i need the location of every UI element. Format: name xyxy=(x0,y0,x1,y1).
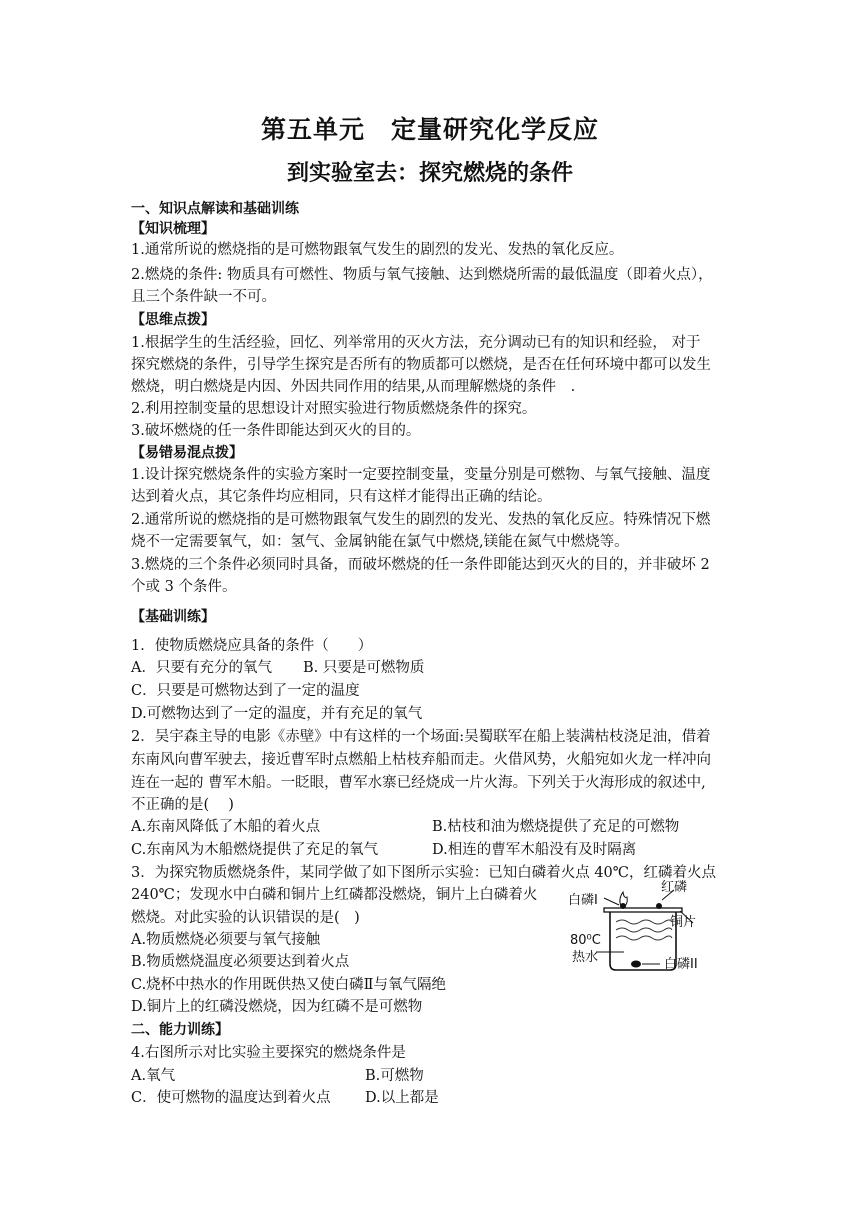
option-a: A.物质燃烧必须要与氧气接触 xyxy=(131,932,321,948)
option-d: D.铜片上的红磷没燃烧，因为红磷不是可燃物 xyxy=(131,999,423,1015)
ability-heading: 二、能力训练】 xyxy=(131,1022,229,1038)
thinking-heading: 【思维点拨】 xyxy=(131,312,215,328)
mistakes-line: 1.设计探究燃烧条件的实验方案时一定要控制变量，变量分别是可燃物、与氧气接触、温度 xyxy=(131,467,711,483)
question-2: 不正确的是( ) xyxy=(131,797,234,813)
mistakes-line: 达到着火点，其它条件均应相同，只有这样才能得出正确的结论。 xyxy=(131,489,552,505)
option-c: C．使可燃物的温度达到着火点 xyxy=(131,1090,331,1106)
water-surface xyxy=(616,920,672,924)
label-white-phosphorus-1: 白磷I xyxy=(568,893,598,908)
copper-plate xyxy=(604,908,682,912)
question-2: 连在一起的 曹军木船。一眨眼，曹军水寨已经烧成一片火海。下列关于火海形成的叙述中, xyxy=(131,775,706,791)
question-1: 1．使物质燃烧应具备的条件（ ） xyxy=(131,638,373,654)
option-d: D.相连的曹军木船没有及时隔离 xyxy=(432,842,637,858)
label-copper: 铜片 xyxy=(670,915,697,930)
water-line xyxy=(616,928,672,932)
mistakes-line: 个或 3 个条件。 xyxy=(131,579,237,595)
option-d: D.可燃物达到了一定的温度，并有充足的氧气 xyxy=(131,706,423,722)
thinking-line: 探究燃烧的条件，引导学生探究是否所有的物质都可以燃烧，是否在任何环境中都可以发生 xyxy=(131,357,711,373)
label-red-phosphorus: 红磷 xyxy=(661,880,688,895)
option-a: A.氧气 xyxy=(131,1068,176,1084)
lesson-subtitle: 到实验室去：探究燃烧的条件 xyxy=(286,161,573,186)
question-3: 3．为探究物质燃烧条件，某同学做了如下图所示实验：已知白磷着火点 40℃，红磷着火点 xyxy=(131,865,717,881)
option-b: B.物质燃烧温度必须要达到着火点 xyxy=(131,954,350,970)
knowledge-heading: 【知识梳理】 xyxy=(131,221,215,237)
label-hot-water: 热水 xyxy=(572,950,599,965)
white-phosphorus-1 xyxy=(620,903,626,909)
knowledge-line: 且三个条件缺一不可。 xyxy=(131,289,276,305)
option-c: C.烧杯中热水的作用既供热又使白磷Ⅱ与氧气隔绝 xyxy=(131,977,447,993)
red-phosphorus xyxy=(656,903,662,909)
basic-heading: 【基础训练】 xyxy=(131,609,215,625)
thinking-line: 3.破坏燃烧的任一条件即能达到灭火的目的。 xyxy=(131,423,421,439)
experiment-diagram xyxy=(566,878,736,988)
option-c: C．只要是可燃物达到了一定的温度 xyxy=(131,683,360,699)
option-b: B.可燃物 xyxy=(365,1068,424,1084)
knowledge-line: 2.燃烧的条件: 物质具有可燃性、物质与氧气接触、达到燃烧所需的最低温度（即着火点）， xyxy=(131,267,713,283)
section-heading: 一、知识点解读和基础训练 xyxy=(131,201,299,217)
question-3: 240℃；发现水中白磷和铜片上红磷都没燃烧，铜片上白磷着火 xyxy=(131,887,538,903)
question-2: 东南风向曹军驶去，接近曹军时点燃船上枯枝弃船而走。火借风势，火船宛如火龙一样冲向 xyxy=(131,752,711,768)
option-b: B. 只要是可燃物质 xyxy=(303,660,425,676)
unit-title: 第五单元 定量研究化学反应 xyxy=(260,115,599,144)
option-c: C.东南风为木船燃烧提供了充足的氧气 xyxy=(131,842,379,858)
mistakes-line: 烧不一定需要氧气，如：氢气、金属钠能在氯气中燃烧,镁能在氮气中燃烧等。 xyxy=(131,534,629,550)
label-temperature: 80⁰C xyxy=(570,933,601,948)
knowledge-line: 1.通常所说的燃烧指的是可燃物跟氧气发生的剧烈的发光、发热的氧化反应。 xyxy=(131,242,624,258)
mistakes-line: 3.燃烧的三个条件必须同时具备，而破坏燃烧的任一条件即能达到灭火的目的，并非破坏 2 xyxy=(131,557,710,573)
option-a: A.东南风降低了木船的着火点 xyxy=(131,819,321,835)
option-b: B.枯枝和油为燃烧提供了充足的可燃物 xyxy=(432,819,680,835)
option-a: A．只要有充分的氧气 xyxy=(131,660,272,676)
mistakes-line: 2.通常所说的燃烧指的是可燃物跟氧气发生的剧烈的发光、发热的氧化反应。特殊情况下燃 xyxy=(131,512,711,528)
thinking-line: 1.根据学生的生活经验，回忆、列举常用的灭火方法，充分调动已有的知识和经验， 对于 xyxy=(131,335,701,351)
label-white-phosphorus-2: 白磷II xyxy=(664,957,698,972)
white-phosphorus-2 xyxy=(631,961,641,968)
mistakes-heading: 【易错易混点拨】 xyxy=(131,445,243,461)
option-d: D.以上都是 xyxy=(365,1090,439,1106)
question-2: 2．吴宇森主导的电影《赤壁》中有这样的一个场面:吴蜀联军在船上装满枯枝浇足油，借着 xyxy=(131,729,711,745)
question-4: 4.右图所示对比实验主要探究的燃烧条件是 xyxy=(131,1045,406,1061)
thinking-line: 2.利用控制变量的思想设计对照实验进行物质燃烧条件的探究。 xyxy=(131,401,537,417)
water-line xyxy=(616,936,672,940)
question-3: 燃烧。对此实验的认识错误的是( ) xyxy=(131,910,360,926)
thinking-line: 燃烧，明白燃烧是内因、外因共同作用的结果,从而理解燃烧的条件 . xyxy=(131,379,576,395)
